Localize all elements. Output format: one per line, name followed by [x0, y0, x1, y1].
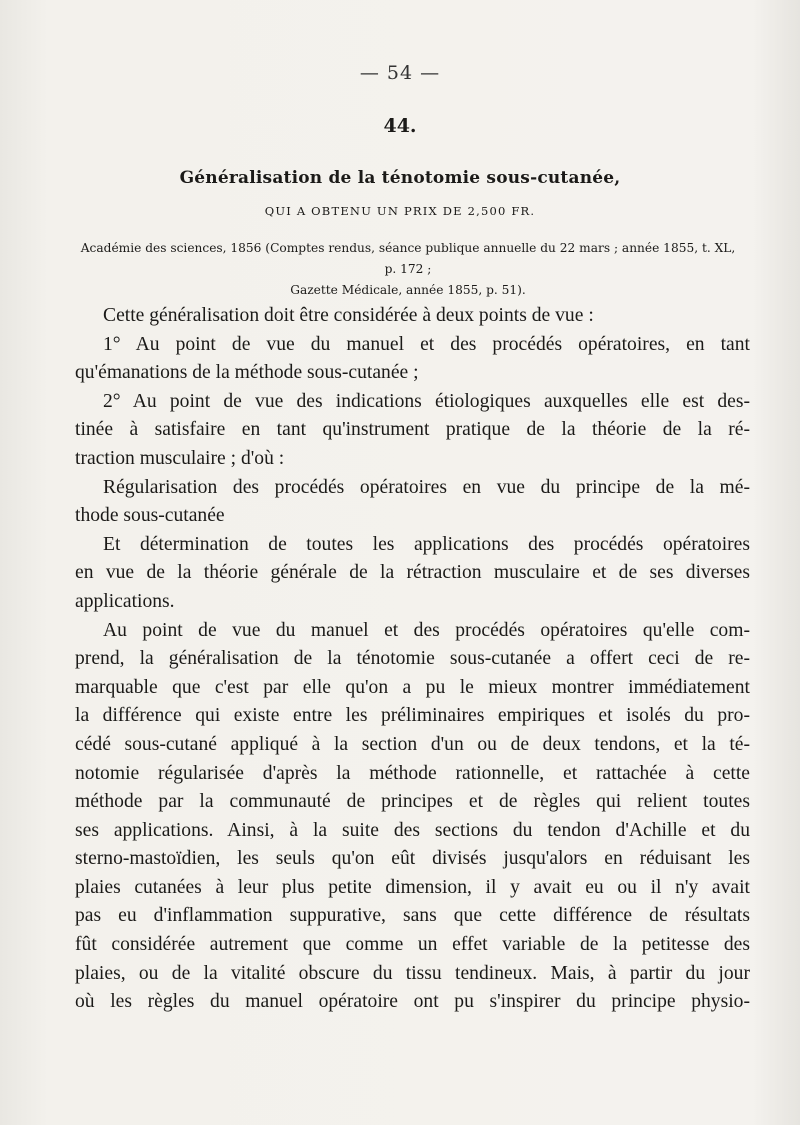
paragraph-line: qu'émanations de la méthode sous-cutanée ;	[75, 362, 419, 384]
paragraph-line: plaies, ou de la vitalité obscure du tissu tendineux. Mais, à partir du jour	[75, 962, 750, 984]
source-citation	[78, 238, 738, 301]
paragraph-line: Et détermination de toutes les applications des procédés opératoires	[103, 533, 750, 555]
paragraph-line: traction musculaire ; d'où :	[75, 447, 285, 469]
paragraph-line: sterno-mastoïdien, les seuls qu'on eût divisés jusqu'alors en réduisant les	[75, 848, 750, 870]
paragraph-line: Régularisation des procédés opératoires en vue du principe de la mé-	[103, 476, 750, 498]
paragraph-line: tinée à satisfaire en tant qu'instrument pratique de la théorie de la ré-	[75, 419, 750, 441]
body-text	[75, 302, 750, 1017]
paragraph-line: la différence qui existe entre les préliminaires empiriques et isolés du pro-	[75, 705, 750, 727]
paragraph-line: ses applications. Ainsi, à la suite des sections du tendon d'Achille et du	[75, 819, 750, 841]
paragraph-line: prend, la généralisation de la ténotomie sous-cutanée a offert ceci de re-	[75, 648, 750, 670]
paragraph-line: méthode par la communauté de principes et de règles qui relient toutes	[75, 791, 750, 813]
paragraph-line: Au point de vue du manuel et des procédés opératoires qu'elle com-	[103, 619, 750, 641]
paragraph-line: applications.	[75, 590, 175, 612]
paragraph-line: en vue de la théorie générale de la rétraction musculaire et de ses diverses	[75, 562, 750, 584]
paragraph-line: cédé sous-cutané appliqué à la section d'un ou de deux tendons, et la té-	[75, 733, 750, 755]
paragraph-line: pas eu d'inflammation suppurative, sans que cette différence de résultats	[75, 905, 750, 927]
article-title: Généralisation de la ténotomie sous-cutanée,	[179, 168, 621, 188]
paragraph-line: plaies cutanées à leur plus petite dimension, il y avait eu ou il n'y avait	[75, 876, 750, 898]
prize-line: QUI A OBTENU UN PRIX DE 2,500 FR.	[264, 204, 536, 218]
paragraph-line: thode sous-cutanée	[75, 505, 225, 527]
paragraph-line: où les règles du manuel opératoire ont pu s'inspirer du principe physio-	[75, 991, 750, 1013]
article-number: 44.	[383, 115, 417, 137]
paragraph-line: 1° Au point de vue du manuel et des procédés opératoires, en tant	[103, 333, 750, 355]
paragraph-line: 2° Au point de vue des indications étiologiques auxquelles elle est des-	[103, 390, 750, 412]
page-number: — 54 —	[359, 62, 441, 84]
paragraph-line: marquable que c'est par elle qu'on a pu le mieux montrer immédiatement	[75, 676, 750, 698]
source-line-1: Académie des sciences, 1856 (Comptes rendus, séance publique annuelle du 22 mars ; année 1855, t. XL, p. 172 ;	[80, 241, 736, 276]
paragraph-line: fût considérée autrement que comme un effet variable de la petitesse des	[75, 934, 750, 956]
paragraph-line: notomie régularisée d'après la méthode rationnelle, et rattachée à cette	[75, 762, 750, 784]
source-line-2: Gazette Médicale, année 1855, p. 51).	[290, 283, 526, 297]
paragraph-line: Cette généralisation doit être considérée à deux points de vue :	[103, 305, 594, 326]
